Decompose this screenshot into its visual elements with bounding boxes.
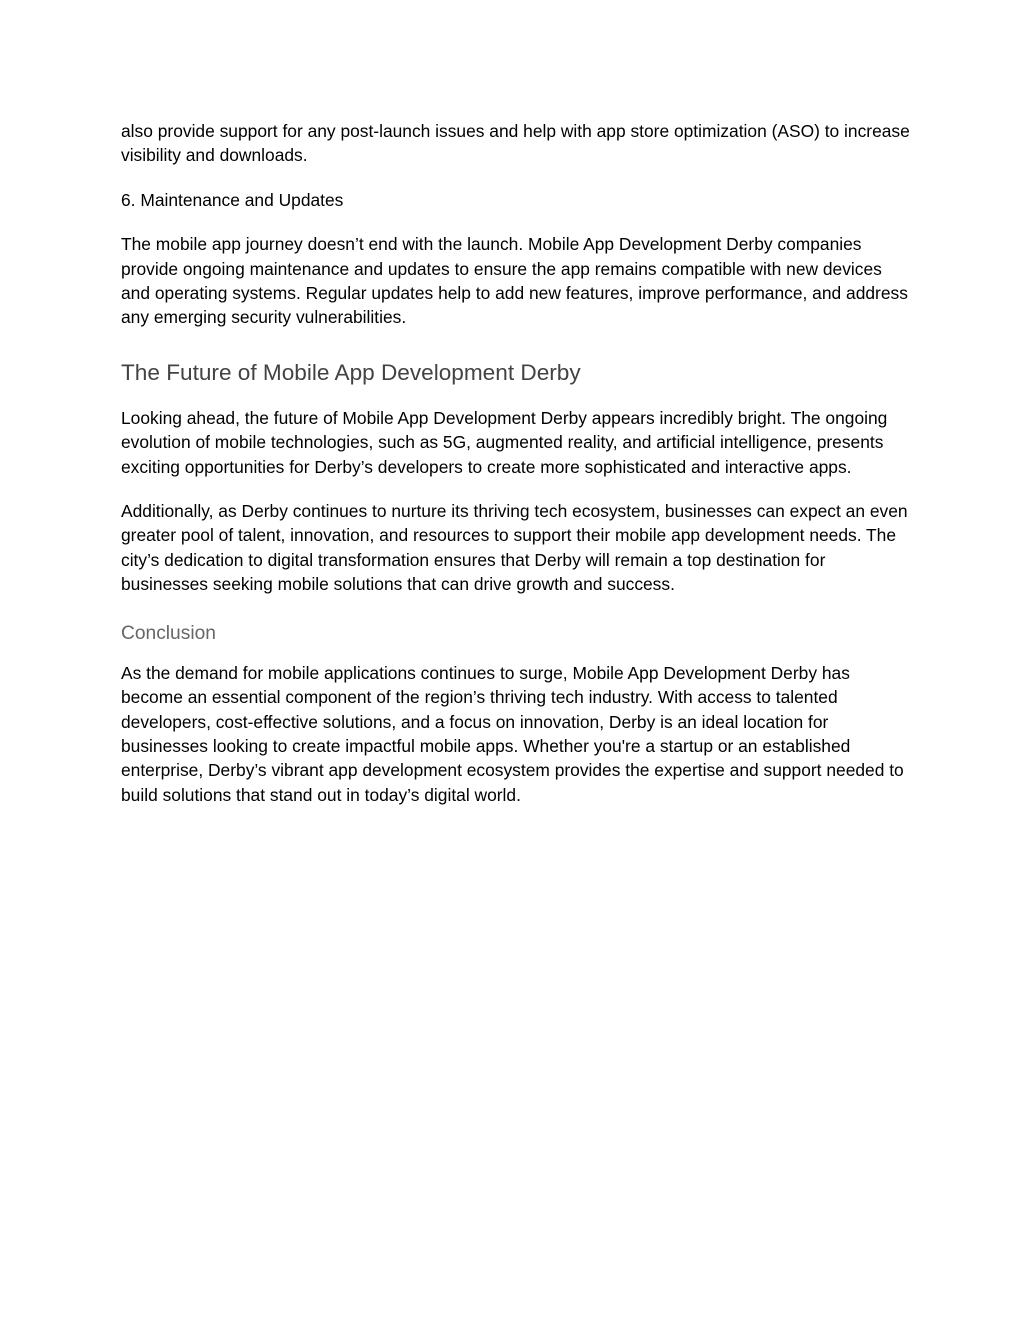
maintenance-paragraph: The mobile app journey doesn’t end with the launch. Mobile App Development Derby companies provide ongoing maintenance and updates to ensure the app remains compatible with new devices and operating systems. Regular updates help to add new features, improve performance, and address any emerging security vulnerabilities. <box>121 234 908 328</box>
conclusion-paragraph: As the demand for mobile applications continues to surge, Mobile App Development Derby has become an essential component of the region’s thriving tech industry. With access to talented developers, cost-effective solutions, and a focus on innovation, Derby is an ideal location for businesses looking to create impactful mobile apps. Whether you're a startup or an established enterprise, Derby’s vibrant app development ecosystem provides the expertise and support needed to build solutions that stand out in today’s digital world. <box>121 662 904 805</box>
future-heading: The Future of Mobile App Development Derby <box>121 359 581 385</box>
conclusion-heading: Conclusion <box>121 622 216 644</box>
intro-paragraph: also provide support for any post-launch issues and help with app store optimization (ASO) to increase visibility and downloads. <box>121 121 910 166</box>
step-heading: 6. Maintenance and Updates <box>121 189 344 210</box>
future-paragraph-1: Looking ahead, the future of Mobile App Development Derby appears incredibly bright. The ongoing evolution of mobile technologies, such as 5G, augmented reality, and artificial intelligence, presents exciting opportunities for Derby’s developers to create more sophisticated and interactive apps. <box>121 407 888 477</box>
document-page <box>121 119 911 807</box>
future-paragraph-2: Additionally, as Derby continues to nurture its thriving tech ecosystem, businesses can expect an even greater pool of talent, innovation, and resources to support their mobile app development needs. The city’s dedication to digital transformation ensures that Derby will remain a top destination for businesses seeking mobile solutions that can drive growth and success. <box>121 501 908 595</box>
